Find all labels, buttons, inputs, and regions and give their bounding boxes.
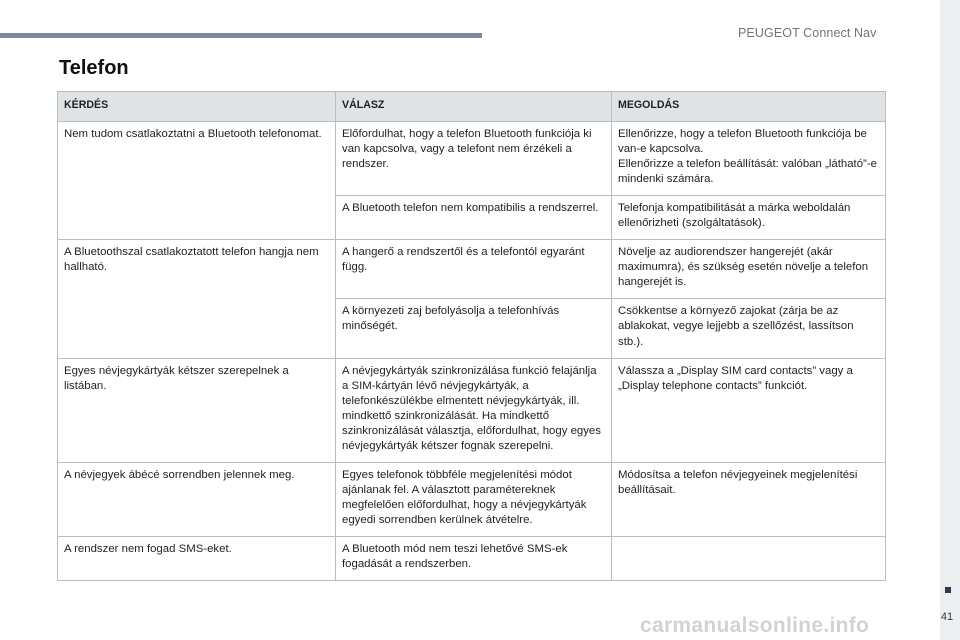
- answer-cell: A névjegykártyák szinkronizálása funkció felajánlja a SIM-kártyán lévő névjegykártyák, a telefonkészülékbe elmentett névjegykártyák, ill. mindkettő szinkronizálását. Ha mindkettő szinkronizálását választja, előfordulhat, hogy egyes névjegykártyák kétszer fognak szerepelni.: [336, 358, 612, 462]
- question-cell: A névjegyek ábécé sorrendben jelennek meg.: [58, 462, 336, 536]
- side-strip: [940, 0, 960, 640]
- column-header-solution: MEGOLDÁS: [612, 92, 886, 122]
- troubleshooting-table: [57, 91, 886, 581]
- question-cell: Egyes névjegykártyák kétszer szerepelnek a listában.: [58, 358, 336, 462]
- question-cell: A Bluetoothszal csatlakoztatott telefon hangja nem hallható.: [58, 240, 336, 358]
- solution-cell: Módosítsa a telefon névjegyeinek megjelenítési beállításait.: [612, 462, 886, 536]
- table-row: [58, 358, 886, 462]
- solution-cell: Növelje az audiorendszer hangerejét (akár maximumra), és szükség esetén növelje a telefon hangerejét is.: [612, 240, 886, 299]
- table-row: [58, 122, 886, 196]
- table-row: [58, 537, 886, 581]
- answer-cell: A Bluetooth mód nem teszi lehetővé SMS-ek fogadását a rendszerben.: [336, 537, 612, 581]
- table-header-row: [58, 92, 886, 122]
- table-body: [58, 122, 886, 581]
- column-header-question: KÉRDÉS: [58, 92, 336, 122]
- answer-cell: Előfordulhat, hogy a telefon Bluetooth funkciója ki van kapcsolva, vagy a telefont nem érzékeli a rendszer.: [336, 122, 612, 196]
- answer-cell: A hangerő a rendszertől és a telefontól egyaránt függ.: [336, 240, 612, 299]
- section-marker-icon: [945, 587, 951, 593]
- answer-cell: Egyes telefonok többféle megjelenítési módot ajánlanak fel. A választott paramétereknek megfelelően előfordulhat, hogy a névjegykártyák egyedi sorrendben kerülnek átvételre.: [336, 462, 612, 536]
- solution-cell: Csökkentse a környező zajokat (zárja be az ablakokat, vegye lejjebb a szellőzést, lassítson stb.).: [612, 299, 886, 358]
- answer-cell: A Bluetooth telefon nem kompatibilis a rendszerrel.: [336, 196, 612, 240]
- table-row: [58, 240, 886, 299]
- answer-cell: A környezeti zaj befolyásolja a telefonhívás minőségét.: [336, 299, 612, 358]
- solution-cell: Ellenőrizze, hogy a telefon Bluetooth funkciója be van-e kapcsolva. Ellenőrizze a telefon beállítását: valóban „látható”-e mindenki számára.: [612, 122, 886, 196]
- brand-label: PEUGEOT Connect Nav: [738, 26, 877, 40]
- watermark: carmanualsonline.info: [640, 614, 870, 637]
- question-cell: A rendszer nem fogad SMS-eket.: [58, 537, 336, 581]
- solution-cell: [612, 537, 886, 581]
- header-rule: [0, 33, 482, 38]
- table-row: [58, 462, 886, 536]
- page-title: Telefon: [59, 57, 129, 79]
- question-cell: Nem tudom csatlakoztatni a Bluetooth telefonomat.: [58, 122, 336, 240]
- page-number: 41: [940, 611, 954, 623]
- column-header-answer: VÁLASZ: [336, 92, 612, 122]
- solution-cell: Válassza a „Display SIM card contacts” vagy a „Display telephone contacts” funkciót.: [612, 358, 886, 462]
- solution-cell: Telefonja kompatibilitását a márka weboldalán ellenőrizheti (szolgáltatások).: [612, 196, 886, 240]
